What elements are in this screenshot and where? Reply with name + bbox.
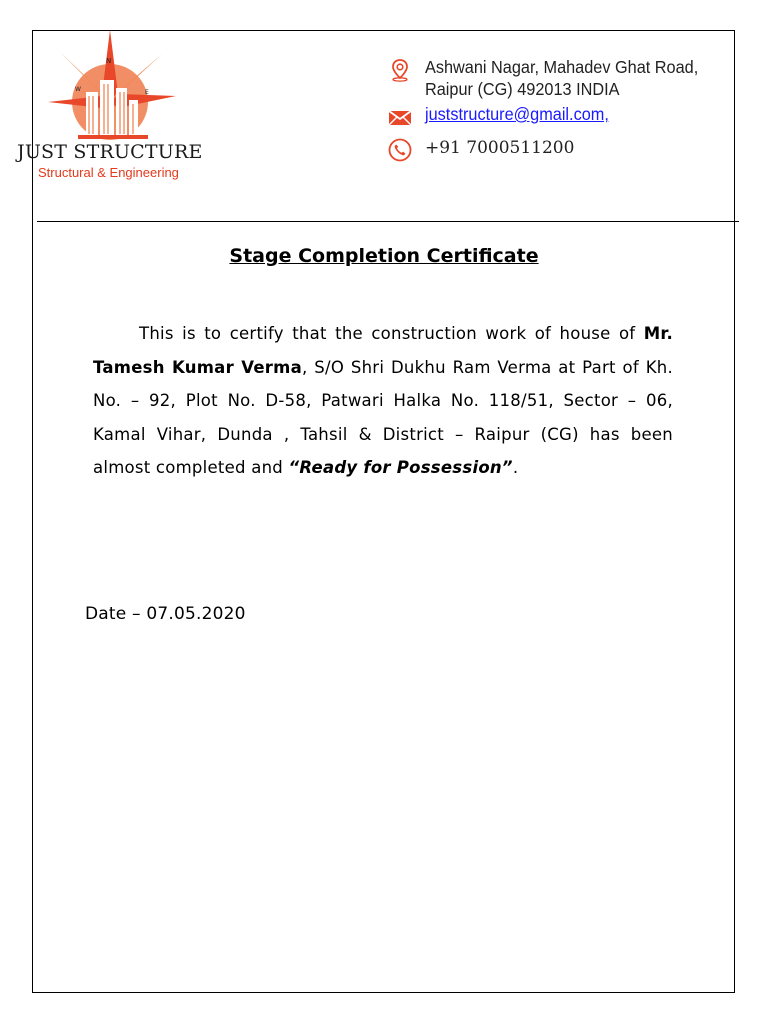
compass-letter-w: W bbox=[75, 86, 81, 93]
compass-letter-e: E bbox=[145, 89, 149, 96]
possession-status: “Ready for Possession” bbox=[288, 458, 513, 477]
certificate-date: Date – 07.05.2020 bbox=[85, 604, 246, 624]
certificate-intro: This is to certify that the construction work of house of bbox=[139, 324, 636, 343]
brand-tagline: Structural & Engineering bbox=[38, 165, 179, 180]
header-divider bbox=[37, 221, 739, 222]
certificate-body bbox=[93, 317, 673, 485]
owner-name: Mr. Tamesh Kumar Verma bbox=[93, 324, 673, 377]
address-line-2: Raipur (CG) 492013 INDIA bbox=[425, 79, 620, 99]
certificate-details: , S/O Shri Dukhu Ram Verma at Part of Kh. No. – 92, Plot No. D-58, Patwari Halka No. 118/51, Sector – 06, Kamal Vihar, Dunda , Tahsil & District – Raipur (CG) has been almost completed and bbox=[93, 357, 673, 477]
brand-name: JUST STRUCTURE bbox=[17, 141, 203, 163]
phone-icon bbox=[388, 138, 412, 162]
compass-letter-n: N bbox=[106, 57, 112, 65]
location-pin-icon bbox=[388, 58, 412, 82]
email-link[interactable]: juststructure@gmail.com, bbox=[425, 104, 609, 124]
address-line-1: Ashwani Nagar, Mahadev Ghat Road, bbox=[425, 57, 699, 77]
envelope-icon bbox=[388, 106, 412, 130]
certificate-title: Stage Completion Certificate bbox=[229, 245, 539, 267]
phone-number: +91 7000511200 bbox=[425, 138, 575, 158]
company-logo bbox=[38, 30, 188, 140]
end-punctuation: . bbox=[512, 458, 519, 477]
